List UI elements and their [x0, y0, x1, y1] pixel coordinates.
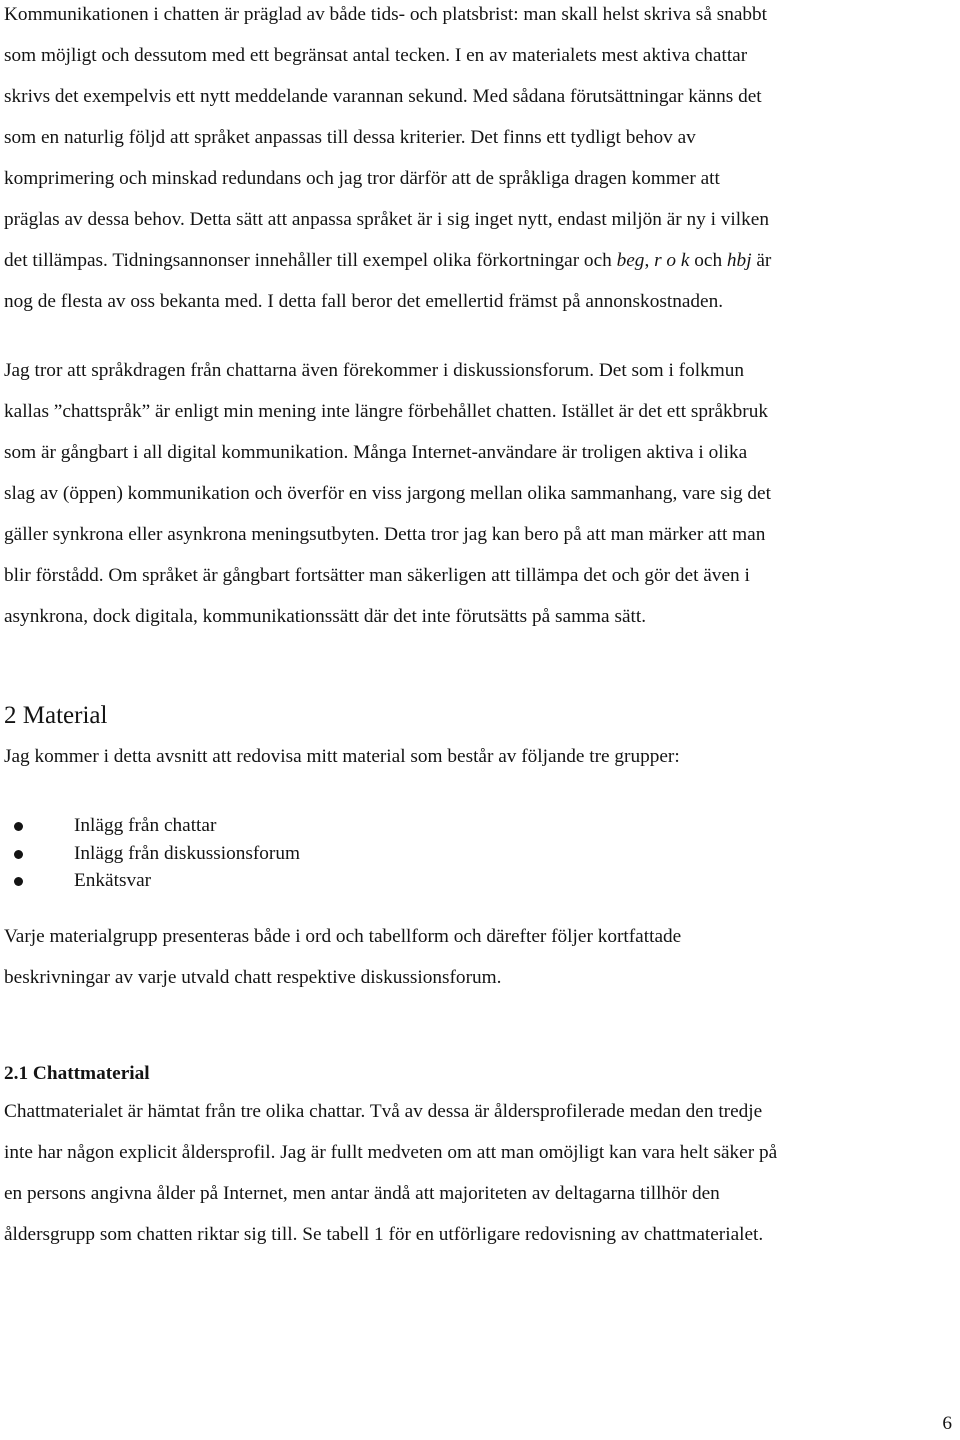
- text-line-with-abbreviations: [4, 240, 956, 281]
- separator: ,: [644, 250, 655, 271]
- text-line: en persons angivna ålder på Internet, men antar ändå att majoriteten av deltagarna tillhör den: [4, 1183, 720, 1204]
- list-item-label: Inlägg från diskussionsforum: [74, 842, 300, 864]
- bullet-icon: [14, 877, 23, 886]
- text-line: asynkrona, dock digitala, kommunikationssätt där det inte förutsätts på samma sätt.: [4, 606, 647, 627]
- text-line: gäller synkrona eller asynkrona meningsutbyten. Detta tror jag kan bero på att man märker att man: [4, 524, 766, 545]
- text-line: komprimering och minskad redundans och jag tror därför att de språkliga dragen kommer att: [4, 168, 720, 189]
- text-line: inte har någon explicit åldersprofil. Jag är fullt medveten om att man omöjligt kan vara helt säker på: [4, 1142, 778, 1163]
- paragraph-material-outro: [4, 916, 956, 998]
- bullet-icon: [14, 850, 23, 859]
- text-line: Varje materialgrupp presenteras både i ord och tabellform och därefter följer kortfattade: [4, 926, 682, 947]
- section-heading-material: 2 Material: [4, 702, 108, 729]
- abbreviation: hbj: [726, 250, 752, 271]
- abbreviation: r o k: [654, 250, 690, 271]
- list-item: [4, 812, 300, 840]
- paragraph-chat-constraints: [4, 0, 956, 322]
- abbreviation: beg: [616, 250, 645, 271]
- bullet-icon: [14, 822, 23, 831]
- text-line: Jag tror att språkdragen från chattarna även förekommer i diskussionsforum. Det som i folkmun: [4, 360, 744, 381]
- list-item: [4, 867, 300, 895]
- text-line: som möjligt och dessutom med ett begränsat antal tecken. I en av materialets mest aktiva chattar: [4, 45, 748, 66]
- page-number: 6: [942, 1413, 952, 1434]
- text-line: slag av (öppen) kommunikation och överför en viss jargong mellan olika sammanhang, vare sig det: [4, 483, 771, 504]
- list-item: [4, 840, 300, 868]
- text-line: det tillämpas. Tidningsannonser innehåller till exempel olika förkortningar och: [4, 250, 617, 271]
- text-line: Kommunikationen i chatten är präglad av både tids- och platsbrist: man skall helst skriva så snabbt: [4, 4, 768, 25]
- text-line: beskrivningar av varje utvald chatt respektive diskussionsforum.: [4, 967, 502, 988]
- text-line: kallas ”chattspråk” är enligt min mening inte längre förbehållet chatten. Istället är det ett språkbruk: [4, 401, 768, 422]
- line-tail: är: [751, 250, 772, 271]
- list-item-label: Enkätsvar: [74, 870, 152, 891]
- paragraph-chat-language: [4, 350, 956, 637]
- paragraph-chattmaterial: [4, 1091, 956, 1255]
- text-line: nog de flesta av oss bekanta med. I detta fall beror det emellertid främst på annonskostnaden.: [4, 291, 724, 312]
- text-line: skrivs det exempelvis ett nytt meddelande varannan sekund. Med sådana förutsättningar känns det: [4, 86, 762, 107]
- material-intro: Jag kommer i detta avsnitt att redovisa mitt material som består av följande tre grupper:: [4, 746, 680, 767]
- list-item-label: Inlägg från chattar: [74, 815, 217, 836]
- conjunction: och: [689, 250, 727, 271]
- text-line: som är gångbart i all digital kommunikation. Många Internet-användare är troligen aktiva i olika: [4, 442, 748, 463]
- text-line: åldersgrupp som chatten riktar sig till. Se tabell 1 för en utförligare redovisning av chattmaterialet.: [4, 1224, 764, 1245]
- text-line: Chattmaterialet är hämtat från tre olika chattar. Två av dessa är åldersprofilerade medan den tredje: [4, 1101, 763, 1122]
- text-line: präglas av dessa behov. Detta sätt att anpassa språket är i sig inget nytt, endast miljön är ny i vilken: [4, 209, 769, 230]
- text-line: som en naturlig följd att språket anpassas till dessa kriterier. Det finns ett tydligt behov av: [4, 127, 696, 148]
- subsection-heading-chattmaterial: 2.1 Chattmaterial: [4, 1063, 150, 1084]
- text-line: blir förstådd. Om språket är gångbart fortsätter man säkerligen att tillämpa det och gör det även i: [4, 565, 750, 586]
- material-groups-list: [4, 812, 300, 895]
